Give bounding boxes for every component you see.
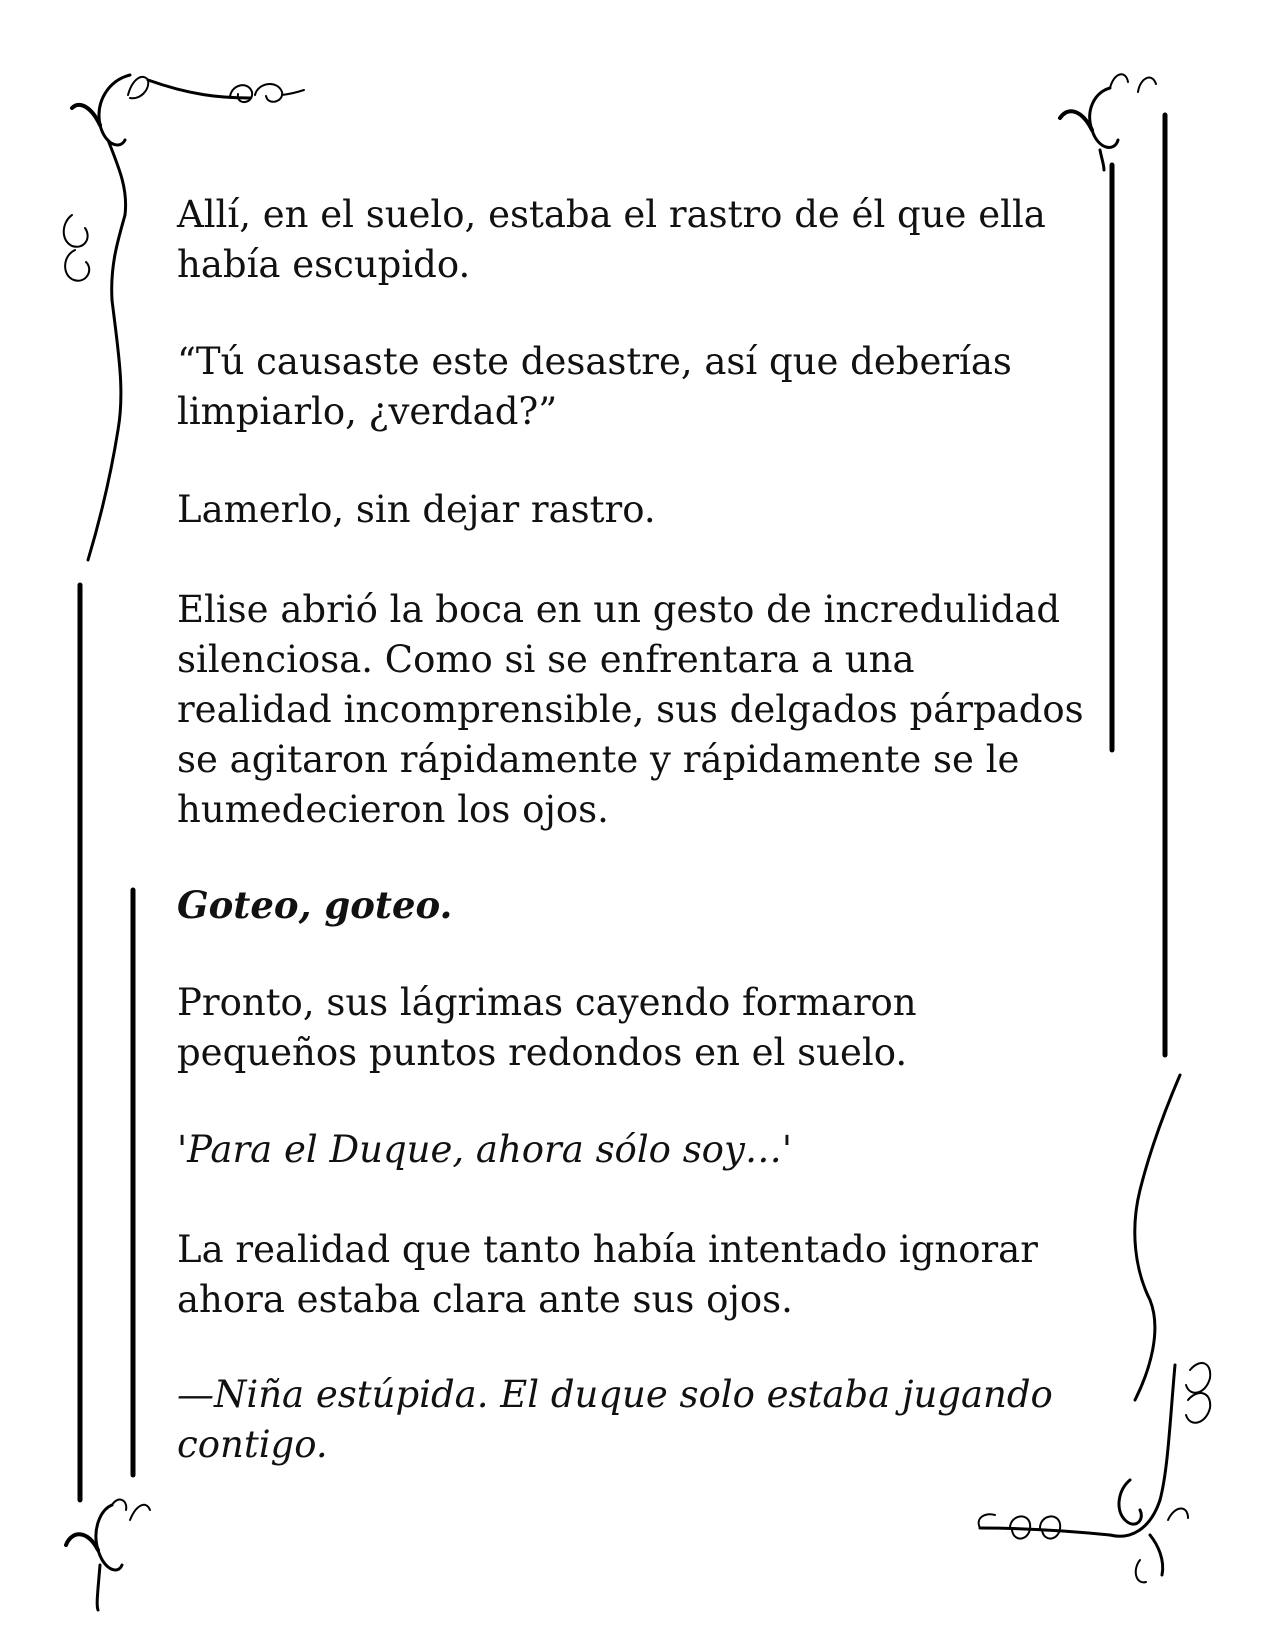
flourish-top-right-icon — [1060, 74, 1156, 170]
paragraph-1: Allí, en el suelo, estaba el rastro de él que ella había escupido. — [177, 193, 1046, 286]
paragraph-8: La realidad que tanto había intentado ignorar ahora estaba clara ante sus ojos. — [177, 1228, 1038, 1321]
paragraph-6: Pronto, sus lágrimas cayendo formaron pequeños puntos redondos en el suelo. — [177, 981, 917, 1074]
paragraph-2: “Tú causaste este desastre, así que deberías limpiarlo, ¿verdad?” — [177, 340, 1012, 433]
left-border-line — [88, 300, 121, 560]
paragraph-5-sound-effect: Goteo, goteo. — [177, 883, 453, 927]
flourish-bottom-left-icon — [66, 1500, 150, 1610]
paragraph-3: Lamerlo, sin dejar rastro. — [177, 488, 656, 531]
paragraph-9-inner-voice: —Niña estúpida. El duque solo estaba jugando contigo. — [177, 1373, 1053, 1466]
paragraph-7-thought: 'Para el Duque, ahora sólo soy…' — [177, 1128, 793, 1171]
paragraph-4: Elise abrió la boca en un gesto de incredulidad silenciosa. Como si se enfrentara a una realidad incomprensible, sus delgados párpados se agitaron rápidamente y rápidamente se le humedecieron los ojos. — [177, 588, 1084, 831]
right-border-line — [1135, 1075, 1180, 1400]
